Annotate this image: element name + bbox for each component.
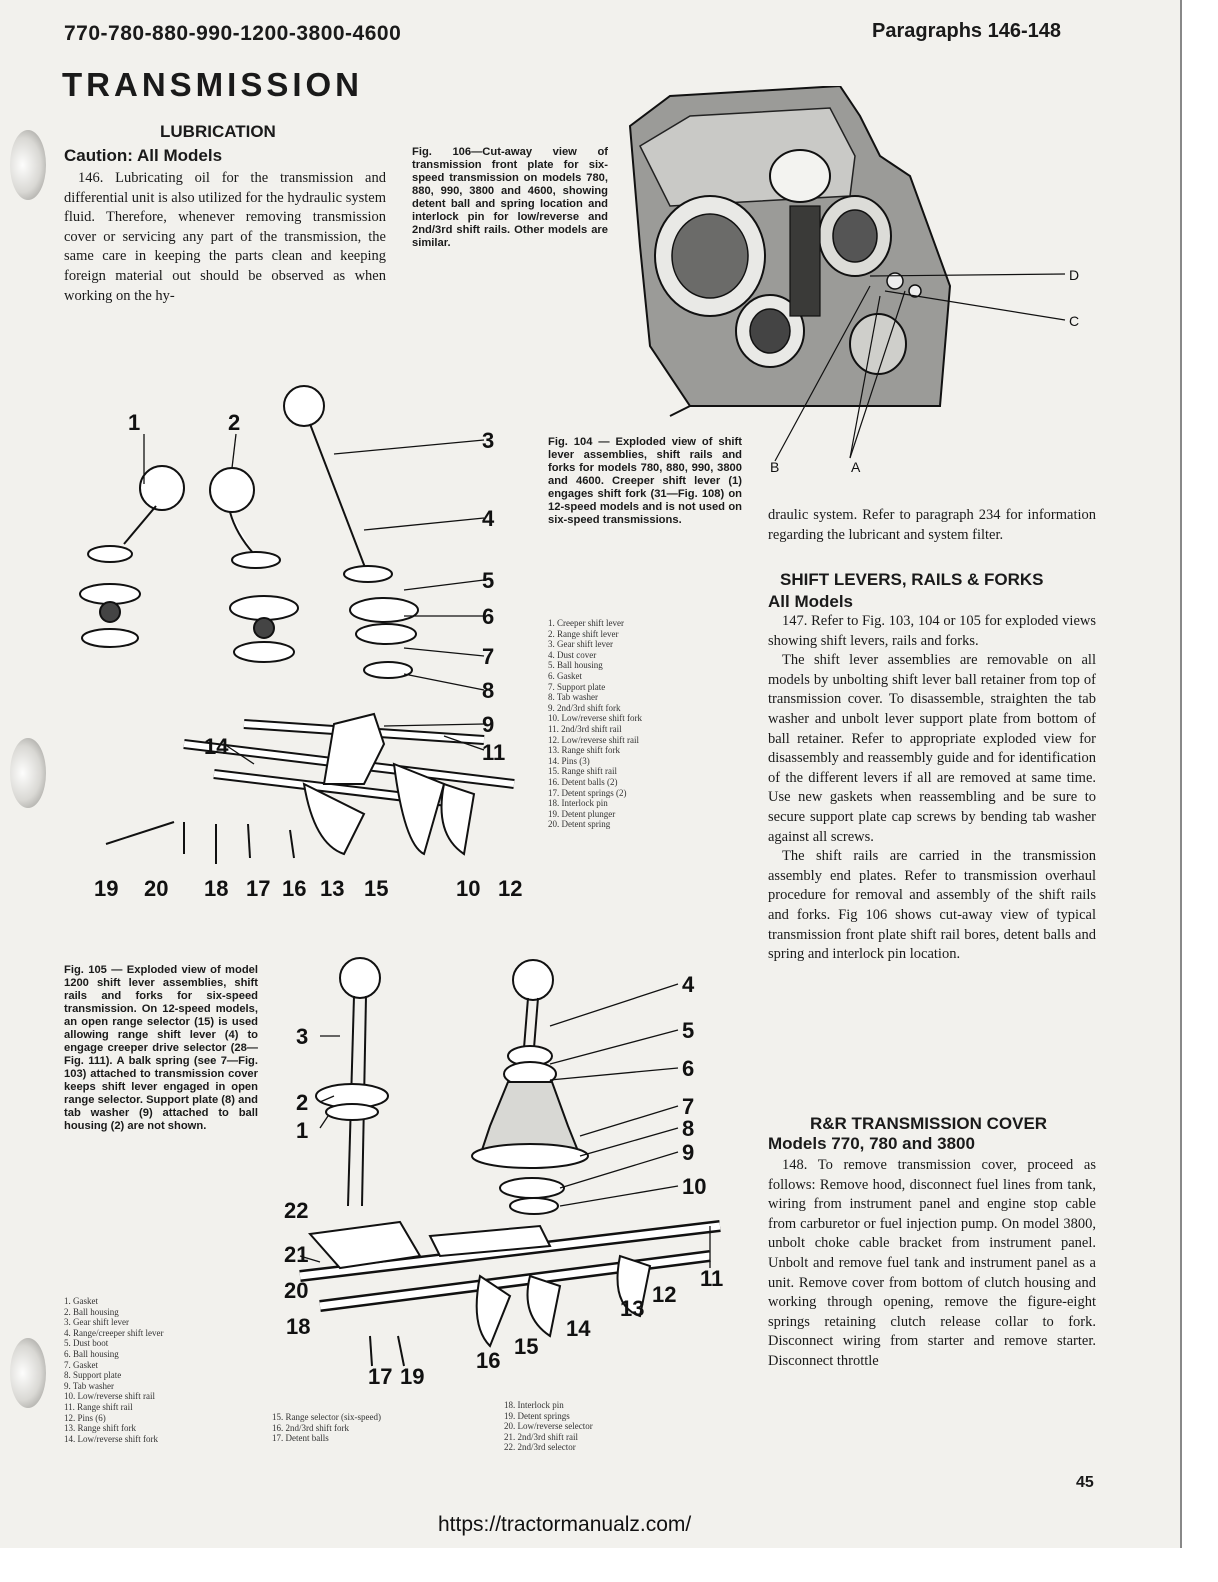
legend-item: 5. Dust boot [64, 1338, 109, 1349]
legend-item: 18. Interlock pin [504, 1400, 564, 1410]
legend-item: 13. Range shift fork [548, 745, 620, 756]
legend-item: 15. Range shift rail [548, 766, 617, 777]
legend-item: 3. Gear shift lever [64, 1317, 129, 1328]
fig104-callout-2: 2 [228, 410, 241, 435]
fig104-callout-19: 19 [94, 876, 119, 901]
legend-item: 2. Range shift lever [548, 628, 619, 639]
fig104-callout-12: 12 [498, 876, 523, 901]
fig106-caption: Fig. 106—Cut-away view of transmission front plate for six-speed transmission on models 780, 880, 990, 3800 and 4600, showing detent ball and spring location and interlock pin for low/reverse and 2nd/3rd shift rails. Other models are similar. [412, 146, 608, 249]
legend-item: 7. Gasket [64, 1359, 98, 1370]
fig105-callout-4: 4 [682, 972, 695, 997]
fig104-callout-8: 8 [482, 678, 495, 703]
legend-item: 21. 2nd/3rd shift rail [504, 1431, 578, 1442]
paragraph-147-text-a: 147. Refer to Fig. 103, 104 or 105 for exploded views showing shift levers, rails and forks. [768, 613, 1096, 649]
legend-item: 14. Low/reverse shift fork [64, 1433, 158, 1444]
fig104-callout-20: 20 [144, 876, 169, 901]
fig105-callout-21: 21 [284, 1242, 309, 1267]
legend-item: 17. Detent balls [272, 1433, 329, 1444]
paragraph-146-continued-text: draulic system. Refer to paragraph 234 for information regarding the lubricant and system filter. [768, 507, 1096, 543]
fig105-callout-12: 12 [652, 1282, 677, 1307]
cover-subheading: Models 770, 780 and 3800 [768, 1134, 975, 1153]
legend-item: 11. 2nd/3rd shift rail [548, 723, 622, 734]
fig105-callout-18: 18 [286, 1314, 311, 1339]
fig106-illustration [610, 86, 1090, 476]
fig104-callout-4: 4 [482, 506, 495, 531]
legend-item: 6. Gasket [548, 670, 582, 681]
legend-item: 1. Gasket [64, 1296, 98, 1306]
legend-item: 19. Detent springs [504, 1410, 570, 1421]
fig105-illustration [280, 956, 740, 1396]
legend-item: 20. Detent spring [548, 819, 611, 830]
fig105-callout-15: 15 [514, 1334, 539, 1359]
legend-item: 3. Gear shift lever [548, 639, 613, 650]
legend-item: 12. Low/reverse shift rail [548, 734, 639, 745]
legend-item: 7. Support plate [548, 681, 606, 692]
paragraph-148 [768, 1156, 1096, 1372]
lubrication-heading: LUBRICATION [160, 122, 276, 141]
fig104-callout-5: 5 [482, 568, 495, 593]
fig105-callout-7: 7 [682, 1094, 695, 1119]
fig105-callout-10: 10 [682, 1174, 707, 1199]
binder-hole-top [10, 130, 46, 200]
legend-item: 19. Detent plunger [548, 808, 616, 819]
fig104-callout-17: 17 [246, 876, 271, 901]
fig106-label-c: C [1069, 313, 1080, 329]
fig105-callout-16: 16 [476, 1348, 501, 1373]
shift-levers-heading: SHIFT LEVERS, RAILS & FORKS [780, 570, 1044, 589]
fig104-callout-3: 3 [482, 428, 495, 453]
legend-item: 9. Tab washer [64, 1380, 114, 1391]
footer-url[interactable]: https://tractormanualz.com/ [438, 1513, 692, 1536]
fig105-callout-17: 17 [368, 1364, 393, 1389]
fig104-callout-18: 18 [204, 876, 229, 901]
fig105-callout-14: 14 [566, 1316, 591, 1341]
binder-hole-middle [10, 738, 46, 808]
legend-item: 17. Detent springs (2) [548, 787, 627, 798]
legend-item: 13. Range shift fork [64, 1423, 136, 1434]
legend-item: 20. Low/reverse selector [504, 1421, 593, 1432]
fig104-callout-15: 15 [364, 876, 389, 901]
paragraph-148-text: 148. To remove transmission cover, proceed as follows: Remove hood, disconnect fuel lines from tank, wiring from instrument panel and engine stop cable from carburetor or fuel injection pump. On model 3800, unbolt choke cable bracket from instrument panel. Unbolt and remove fuel tank and instrument panel as a unit. Remove cover from bottom of clutch housing and working through opening, remove the figure-eight springs retaining clutch release collar to fork. Disconnect wiring from starter and remove starter. Disconnect throttle [768, 1157, 1096, 1369]
fig104-callout-13: 13 [320, 876, 345, 901]
cover-heading: R&R TRANSMISSION COVER [810, 1114, 1048, 1133]
fig104-illustration [64, 384, 534, 904]
fig104-legend [548, 618, 642, 830]
legend-item: 8. Tab washer [548, 692, 598, 703]
legend-item: 14. Pins (3) [548, 755, 590, 766]
paragraph-146-text: 146. Lubricating oil for the transmission and differential unit is also utilized for the hydraulic system fluid. Therefore, whenever removing transmission cover or servicing any part of the transmission, the same care in keeping the parts clean and keeping foreign material out should be observed as when working on the hy- [64, 170, 386, 304]
fig105-callout-1: 1 [296, 1118, 309, 1143]
fig106-label-b: B [770, 459, 780, 475]
legend-item: 10. Low/reverse shift fork [548, 713, 642, 724]
fig105-callout-20: 20 [284, 1278, 309, 1303]
paragraph-146 [64, 169, 386, 306]
fig104-callout-9: 9 [482, 712, 495, 737]
fig105-callout-2: 2 [296, 1090, 309, 1115]
paragraph-147 [768, 612, 1096, 965]
legend-item: 8. Support plate [64, 1370, 122, 1381]
fig105-callout-13: 13 [620, 1296, 645, 1321]
fig104-callout-11: 11 [482, 740, 506, 765]
fig105-callout-22: 22 [284, 1198, 309, 1223]
fig104-callout-6: 6 [482, 604, 495, 629]
legend-item: 1. Creeper shift lever [548, 618, 624, 628]
legend-item: 6. Ball housing [64, 1348, 119, 1359]
legend-item: 5. Ball housing [548, 660, 603, 671]
fig104-caption: Fig. 104 — Exploded view of shift lever assemblies, shift rails and forks for models 780, 880, 990, 3800 and 4600. Creeper shift lever (1) engages shift fork (31—Fig. 108) on 12-speed models and is not used on six-speed transmissions. [548, 436, 742, 526]
fig106-label-d: D [1069, 267, 1080, 283]
fig105-caption: Fig. 105 — Exploded view of model 1200 shift lever assemblies, shift rails and forks for six-speed transmission. On 12-speed models, an open range selector (15) is used allowing range shift lever (4) to engage creeper drive selector (28—Fig. 111). A balk spring (see 7—Fig. 103) attached to transmission cover keeps shift lever engaged in open range selector. Support plate (8) and tab washer (9) attached to ball housing (2) are not shown. [64, 964, 258, 1132]
fig105-callout-3: 3 [296, 1024, 309, 1049]
page-title: TRANSMISSION [62, 66, 364, 103]
legend-item: 16. 2nd/3rd shift fork [272, 1422, 349, 1433]
fig104-callout-14: 14 [204, 734, 229, 759]
fig105-callout-19: 19 [400, 1364, 425, 1389]
paragraph-147-text-c: The shift rails are carried in the transmission assembly end plates. Refer to transmission overhaul procedure for removal and assembly of the shift rails and forks. Fig 106 shows cut-away view of typical transmission front plate shift rail bores, detent balls and spring and interlock pin location. [768, 848, 1096, 963]
fig105-callout-6: 6 [682, 1056, 695, 1081]
legend-item: 4. Range/creeper shift lever [64, 1327, 164, 1338]
legend-item: 16. Detent balls (2) [548, 776, 618, 787]
fig104-callout-7: 7 [482, 644, 495, 669]
paragraph-147-text-b: The shift lever assemblies are removable on all models by unbolting shift lever ball retainer from top of transmission cover. To disassemble, straighten the tab washer and unbolt lever support plate from bottom of ball retainer. Refer to appropriate exploded view for disassembly and reassembly guide and for identification of the different levers if all are removed at same time. Use new gaskets when reassembling and be sure to secure support plate cap screws by bending tab washer against all screws. [768, 652, 1096, 845]
legend-item: 18. Interlock pin [548, 798, 608, 809]
fig105-legend-col1 [64, 1296, 163, 1444]
fig105-callout-9: 9 [682, 1140, 695, 1165]
legend-item: 22. 2nd/3rd selector [504, 1442, 576, 1453]
legend-item: 11. Range shift rail [64, 1401, 133, 1412]
binder-hole-bottom [10, 1338, 46, 1408]
header-models: 770-780-880-990-1200-3800-4600 [64, 22, 402, 45]
paragraph-146-continued [768, 506, 1096, 545]
legend-item: 4. Dust cover [548, 649, 597, 660]
legend-item: 9. 2nd/3rd shift fork [548, 702, 621, 713]
fig104-callout-10: 10 [456, 876, 481, 901]
fig105-callout-8: 8 [682, 1116, 695, 1141]
legend-item: 10. Low/reverse shift rail [64, 1391, 155, 1402]
fig105-legend-col2 [272, 1412, 381, 1444]
header-paragraphs: Paragraphs 146-148 [872, 20, 1062, 42]
shift-levers-subheading: All Models [768, 592, 854, 611]
legend-item: 2. Ball housing [64, 1306, 119, 1317]
lubrication-subheading: Caution: All Models [64, 146, 223, 165]
legend-item: 12. Pins (6) [64, 1412, 106, 1423]
fig104-callout-16: 16 [282, 876, 307, 901]
fig104-callout-1: 1 [128, 410, 141, 435]
page-number: 45 [1076, 1474, 1094, 1491]
fig105-callout-11: 11 [700, 1266, 724, 1291]
fig105-legend-col3 [504, 1400, 593, 1453]
legend-item: 15. Range selector (six-speed) [272, 1412, 381, 1422]
fig105-callout-5: 5 [682, 1018, 695, 1043]
fig106-label-a: A [851, 459, 861, 475]
